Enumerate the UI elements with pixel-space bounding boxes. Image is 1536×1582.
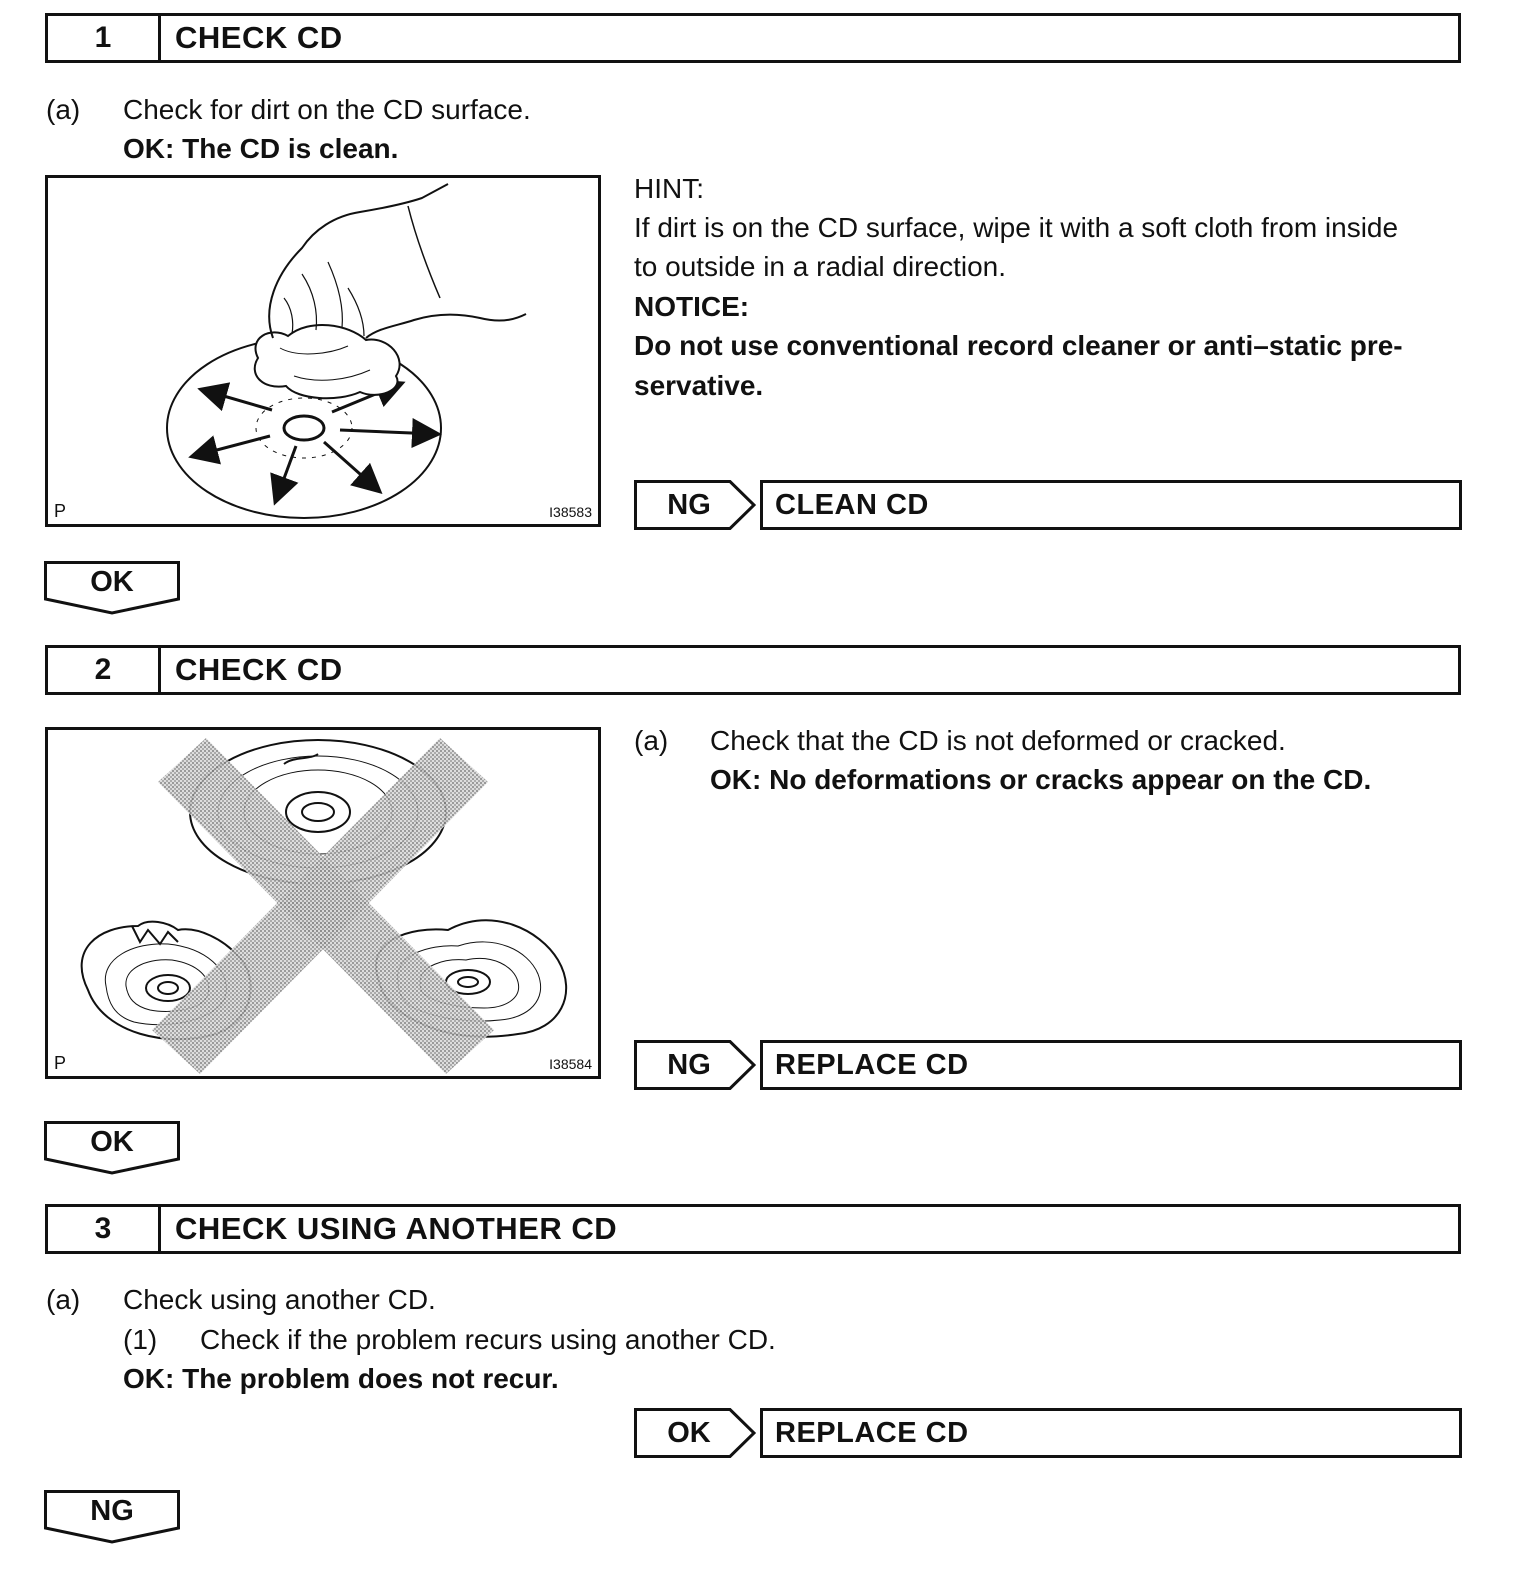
step-title: CHECK CD xyxy=(175,652,343,687)
cd-wipe-drawing xyxy=(48,178,598,524)
result-tag-label: NG xyxy=(667,1048,711,1081)
step-title: CHECK CD xyxy=(175,20,343,55)
ok-criterion: OK: No deformations or cracks appear on the CD. xyxy=(710,764,1372,795)
step-number: 2 xyxy=(48,648,161,692)
item-text: Check that the CD is not deformed or cracked. xyxy=(710,725,1286,756)
ok-criterion: OK: The CD is clean. xyxy=(123,133,399,164)
ok-criterion: OK: The problem does not recur. xyxy=(123,1363,559,1394)
result-tag xyxy=(634,1040,756,1090)
damaged-cds-drawing xyxy=(48,730,598,1076)
item-label: (a) xyxy=(634,725,669,756)
item-text: Check for dirt on the CD surface. xyxy=(123,94,531,125)
step-3-ok-result xyxy=(634,1408,1462,1458)
damaged-cd-illustration xyxy=(45,727,601,1079)
sub-item-label: (1) xyxy=(123,1324,158,1355)
step-1-flow-tag xyxy=(44,561,180,617)
figure-corner-label: P xyxy=(54,501,67,521)
flow-tag-label: OK xyxy=(90,565,134,598)
step-title: CHECK USING ANOTHER CD xyxy=(175,1211,618,1246)
figure-code: I38584 xyxy=(549,1056,592,1072)
flow-tag-label: OK xyxy=(90,1125,134,1158)
figure-code: I38583 xyxy=(549,504,592,520)
step-number: 1 xyxy=(48,16,161,60)
result-action: REPLACE CD xyxy=(760,1408,1462,1458)
result-action: CLEAN CD xyxy=(760,480,1462,530)
item-label: (a) xyxy=(46,1284,81,1315)
notice-label: NOTICE: xyxy=(634,291,750,322)
hint-line-1: If dirt is on the CD surface, wipe it with a soft cloth from inside xyxy=(634,212,1399,243)
result-action: REPLACE CD xyxy=(760,1040,1462,1090)
result-tag-label: NG xyxy=(667,488,711,521)
flow-tag-label: NG xyxy=(90,1494,134,1527)
step-number: 3 xyxy=(48,1207,161,1251)
notice-line-1: Do not use conventional record cleaner or anti–static pre- xyxy=(634,330,1403,361)
step-3-header xyxy=(45,1204,1461,1254)
step-2-header xyxy=(45,645,1461,695)
step-3-flow-tag xyxy=(44,1490,180,1546)
step-1-ng-result xyxy=(634,480,1462,530)
item-label: (a) xyxy=(46,94,81,125)
hint-line-2: to outside in a radial direction. xyxy=(634,251,1006,282)
notice-line-2: servative. xyxy=(634,370,764,401)
sub-item-text: Check if the problem recurs using another CD. xyxy=(200,1324,776,1355)
step-2-ng-result xyxy=(634,1040,1462,1090)
item-text: Check using another CD. xyxy=(123,1284,436,1315)
result-tag xyxy=(634,1408,756,1458)
figure-corner-label: P xyxy=(54,1053,67,1073)
result-tag xyxy=(634,480,756,530)
step-2-flow-tag xyxy=(44,1121,180,1177)
cd-cleaning-illustration xyxy=(45,175,601,527)
hint-label: HINT: xyxy=(634,173,704,204)
step-1-header xyxy=(45,13,1461,63)
result-tag-label: OK xyxy=(667,1416,711,1449)
